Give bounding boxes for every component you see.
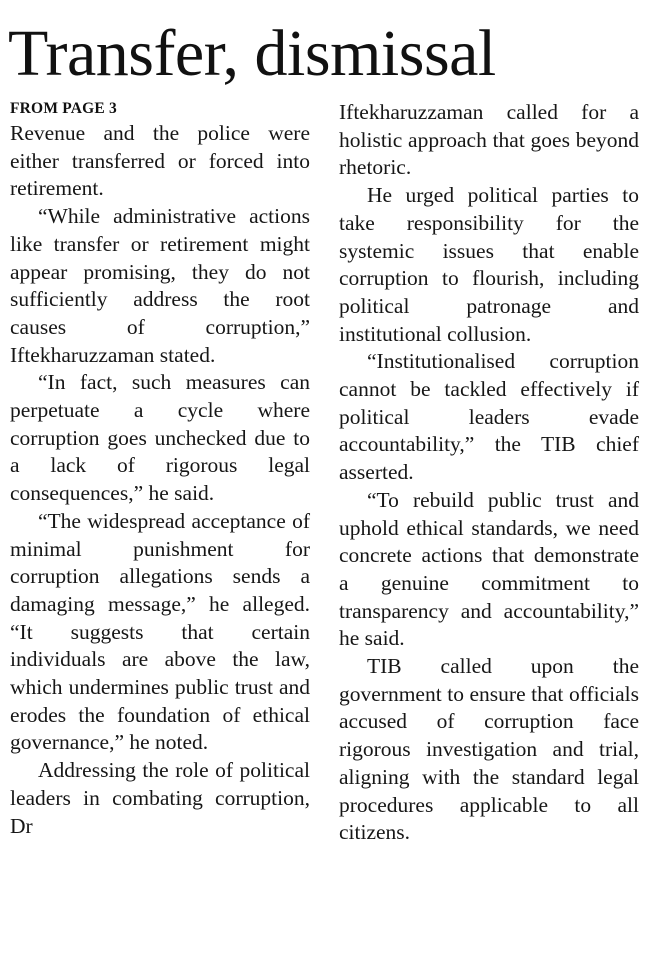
paragraph: He urged political parties to take responsibility for the systemic issues that enable corruption to flourish, including political patronage and institutional collusion. [339, 183, 639, 346]
article-column-left [10, 99, 310, 840]
paragraph: “To rebuild public trust and uphold ethical standards, we need concrete actions that demonstrate a genuine commitment to transparency and accountability,” he said. [339, 487, 639, 651]
paragraph: “Institutionalised corruption cannot be tackled effectively if political leaders evade accountability,” the TIB chief asserted. [339, 349, 639, 485]
paragraph: “The widespread acceptance of minimal punishment for corruption allegations sends a damaging message,” he alleged. “It suggests that certain individuals are above the law, which undermines public trust and erodes the foundation of ethical governance,” he noted. [10, 508, 310, 755]
article-column-right [339, 99, 639, 847]
paragraph: Iftekharuzzaman called for a holistic approach that goes beyond rhetoric. [339, 100, 639, 180]
paragraph: TIB called upon the government to ensure that officials accused of corruption face rigorous investigation and trial, aligning with the standard legal procedures applicable to all citizens. [339, 654, 639, 845]
paragraph: “In fact, such measures can perpetuate a cycle where corruption goes unchecked due to a lack of rigorous legal consequences,” he said. [10, 370, 310, 506]
paragraph: “While administrative actions like transfer or retirement might appear promising, they do not sufficiently address the root causes of corruption,” Iftekharuzzaman stated. [10, 204, 310, 367]
jump-line: FROM PAGE 3 [10, 100, 117, 117]
paragraph: Addressing the role of political leaders in combating corruption, Dr [10, 758, 310, 838]
headline: Transfer, dismissal [8, 17, 496, 90]
paragraph: Revenue and the police were either transferred or forced into retirement. [10, 121, 310, 201]
